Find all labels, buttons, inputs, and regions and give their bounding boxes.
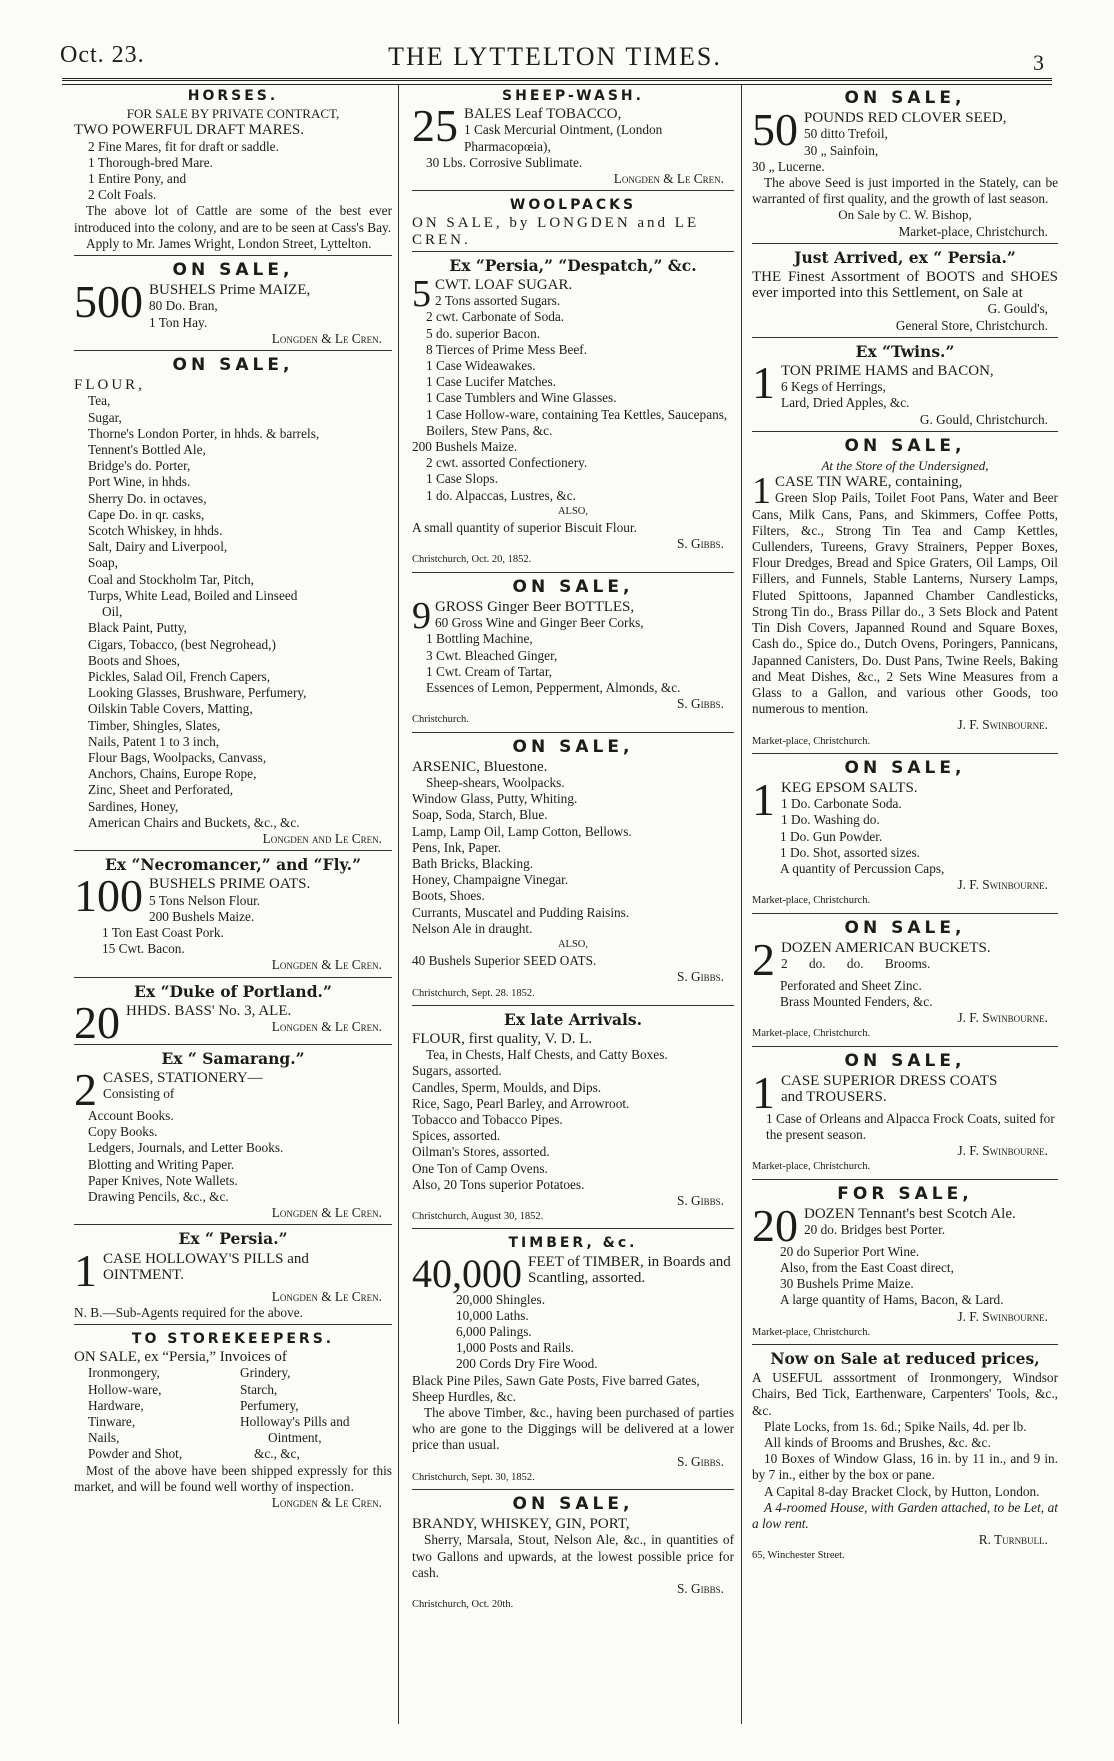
ad-heading: Ex “Necromancer,” and “Fly.” [105, 855, 361, 875]
ad-line: 1 Case Slops. [426, 471, 499, 487]
ad-heading: ON SALE, [844, 917, 966, 938]
ad-signature: J. F. Swinbourne. [957, 1143, 1048, 1159]
ad-large-number: 9 [412, 594, 431, 637]
list-item: Boots and Shoes, [88, 652, 180, 668]
ad-contact: Apply to Mr. James Wright, London Street, Lyttelton. [86, 235, 372, 251]
list-item: Oil, [102, 604, 123, 620]
ad-large-number: 1 [752, 357, 775, 409]
ad-signature: S. Gibbs. [677, 536, 724, 552]
ad-arsenic [412, 736, 734, 1006]
ad-line: 30 „ Lucerne. [752, 158, 825, 174]
ad-line: POUNDS RED CLOVER SEED, [804, 110, 1007, 127]
ad-hams [752, 341, 1058, 432]
ad-line: 20 do. Bridges best Porter. [804, 1221, 946, 1237]
ad-woolpacks [412, 197, 734, 252]
ad-line: BALES Leaf TOBACCO, [464, 106, 622, 123]
ad-signature: R. Turnbull. [978, 1532, 1048, 1548]
ad-body: The above Seed is just imported in the Stately, can be warranted of first quality, and the growth of last season. [752, 175, 1058, 207]
ad-large-number: 50 [752, 104, 798, 156]
ad-line: CWT. LOAF SUGAR. [435, 277, 573, 294]
masthead [60, 42, 1050, 76]
ad-timber [412, 1235, 734, 1490]
ad-heading: Now on Sale at reduced prices, [770, 1349, 1040, 1368]
list-item: Soap, [88, 555, 118, 571]
ad-heading: Ex “Twins.” [855, 341, 955, 361]
ad-line: 15 Cwt. Bacon. [102, 941, 185, 957]
ad-large-number: 500 [74, 276, 143, 328]
item-list [74, 393, 392, 830]
list-item: Ironmongery, [88, 1365, 160, 1381]
ad-line: 10 Boxes of Window Glass, 16 in. by 11 in., and 9 in. by 7 in., either by the box or pane. [752, 1451, 1058, 1483]
ad-line: Essences of Lemon, Pepperment, Almonds, &c. [426, 679, 681, 695]
ad-line: 2 Colt Foals. [88, 187, 157, 203]
ad-line: A Capital 8-day Bracket Clock, by Hutton, London. [764, 1483, 1040, 1499]
ad-first-line: ON SALE, ex “Persia,” Invoices of [74, 1349, 287, 1366]
ad-line: Blotting and Writing Paper. [88, 1156, 235, 1172]
list-item: Holloway's Pills and [240, 1414, 350, 1430]
ad-heading: TIMBER, &c. [508, 1235, 638, 1252]
list-item: Coal and Stockholm Tar, Pitch, [88, 571, 254, 587]
ad-clover [752, 90, 1058, 244]
ad-epsom [752, 757, 1058, 914]
ad-note: N. B.—Sub-Agents required for the above. [74, 1304, 303, 1320]
list-item: Anchors, Chains, Europe Rope, [88, 766, 257, 782]
ad-heading: ON SALE, [512, 736, 634, 757]
ad-oats [74, 857, 392, 977]
list-item: Hollow-ware, [88, 1381, 162, 1397]
ad-line: 30 Bushels Prime Maize. [780, 1276, 914, 1292]
ad-location: Market-place, Christchurch. [752, 1326, 871, 1338]
ad-line: 8 Tierces of Prime Mess Beef. [426, 341, 588, 357]
ad-line: One Ton of Camp Ovens. [412, 1160, 548, 1176]
ad-line: 80 Do. Bran, [149, 298, 218, 314]
ad-line: 20 do Superior Port Wine. [780, 1243, 920, 1259]
ad-heading: ON SALE, [844, 1050, 966, 1071]
ad-line: Account Books. [88, 1107, 174, 1123]
ad-bottles [412, 576, 734, 733]
ad-arrivals [412, 1009, 734, 1230]
ad-heading: ON SALE, [844, 757, 966, 778]
ad-large-number: 25 [412, 100, 458, 152]
ad-line: 1 Case of Orleans and Alpacca Frock Coats, suited for the present season. [766, 1110, 1055, 1142]
ad-line: 1 Case Lucifer Matches. [426, 374, 556, 390]
ad-coats [752, 1050, 1058, 1180]
ad-signature: S. Gibbs. [677, 1193, 724, 1208]
ad-first-line: A USEFUL asssortment of Ironmongery, Windsor Chairs, Bed Tick, Earthenware, Carpenters' Tools, &c., &c. [752, 1370, 1058, 1418]
ad-brandy [412, 1496, 734, 1616]
ad-line: Honey, Champaigne Vinegar. [412, 872, 569, 888]
ad-signature: Longden & Le Cren. [271, 957, 382, 973]
goods-columns [74, 1365, 392, 1462]
ad-line: CASES, STATIONERY— [103, 1069, 263, 1086]
ad-signature: Longden & Le Cren. [271, 1205, 382, 1221]
ad-line: 1 Entire Pony, and [88, 171, 187, 187]
list-item: Tinware, [88, 1414, 136, 1430]
ad-signature: S. Gibbs. [677, 1453, 724, 1469]
ad-line: 6,000 Palings. [456, 1324, 532, 1340]
ad-line: 5 Tons Nelson Flour. [149, 892, 261, 908]
ad-line: OINTMENT. [103, 1266, 184, 1283]
ad-line: 1 Ton Hay. [149, 314, 208, 330]
ad-line: 1 Case Hollow-ware, containing Tea Kettles, Saucepans, Boilers, Stew Pans, &c. [426, 406, 728, 438]
ad-line: Plate Locks, from 1s. 6d.; Spike Nails, 4d. per lb. [764, 1418, 1027, 1434]
ad-body: The above lot of Cattle are some of the best ever introduced into the colony, and are to be seen at Cass's Bay. [74, 203, 392, 235]
ad-stationery [74, 1048, 392, 1226]
ad-heading: Ex “Persia,” “Despatch,” &c. [449, 255, 697, 275]
ad-heading: HORSES. [187, 88, 279, 104]
ad-line: 1 Case Wideawakes. [426, 358, 536, 374]
ad-body: Sherry, Marsala, Stout, Nelson Ale, &c., in quantities of two Gallons and upwards, at the lowest possible price for cash. [412, 1532, 734, 1580]
ad-location: Christchurch, Oct. 20, 1852. [412, 554, 532, 566]
list-item: Turps, White Lead, Boiled and Linseed [88, 587, 298, 603]
ad-line: 50 ditto Trefoil, [804, 126, 888, 142]
column-divider [741, 84, 742, 1724]
ad-line: 2 Tons assorted Sugars. [435, 293, 561, 309]
ad-signature: G. Gould, Christchurch. [919, 411, 1048, 427]
ad-location: Market-place, Christchurch. [898, 223, 1048, 239]
column-3 [752, 86, 1058, 1574]
ad-line: BUSHELS Prime MAIZE, [149, 282, 311, 299]
ad-line: Also, 20 Tons superior Potatoes. [412, 1176, 585, 1192]
ad-first-line: FLOUR, first quality, V. D. L. [412, 1030, 593, 1047]
ad-line: Black Pine Piles, Sawn Gate Posts, Five barred Gates, Sheep Hurdles, &c. [412, 1372, 700, 1404]
issue-date: Oct. 23. [60, 42, 145, 68]
ad-body: Most of the above have been shipped expressly for this market, and will be found well worthy of inspection. [74, 1462, 392, 1494]
ad-line: Ledgers, Journals, and Letter Books. [88, 1140, 284, 1156]
ad-line: 1,000 Posts and Rails. [456, 1340, 574, 1356]
ad-tinware [752, 435, 1058, 754]
ad-line: 1 Bottling Machine, [426, 631, 533, 647]
list-item: Zinc, Sheet and Perforated, [88, 782, 234, 798]
ad-location: Christchurch, August 30, 1852. [412, 1211, 544, 1223]
ad-line: Spices, assorted. [412, 1128, 501, 1144]
ad-line: BUSHELS PRIME OATS. [149, 876, 311, 893]
ad-scotch-ale [752, 1183, 1058, 1345]
ad-location: General Store, Christchurch. [895, 317, 1048, 333]
list-item: Tea, [88, 393, 111, 409]
ad-large-number: 40,000 [412, 1250, 522, 1296]
list-item: Hardware, [88, 1397, 144, 1413]
ad-line: 10,000 Laths. [456, 1307, 529, 1323]
list-item: Pickles, Salad Oil, French Capers, [88, 668, 271, 684]
ad-line: 2 do. do. Brooms. [781, 955, 931, 971]
list-item: Flour Bags, Woolpacks, Canvass, [88, 749, 267, 765]
ad-line: 200 Bushels Maize. [149, 908, 255, 924]
ad-line: KEG EPSOM SALTS. [781, 779, 918, 796]
ad-signature: S. Gibbs. [677, 1581, 724, 1597]
ad-line: All kinds of Brooms and Brushes, &c. &c. [764, 1435, 991, 1451]
ad-line: 20,000 Shingles. [456, 1291, 546, 1307]
ad-maize [74, 262, 392, 351]
ad-heading: Ex “ Samarang.” [161, 1048, 305, 1068]
list-item: Nails, [88, 1430, 120, 1446]
ad-signature: Longden & Le Cren. [271, 1495, 382, 1511]
ad-line: Candles, Sperm, Moulds, and Dips. [412, 1079, 602, 1095]
ad-large-number: 20 [752, 1199, 798, 1251]
list-item: Timber, Shingles, Slates, [88, 717, 221, 733]
list-item: Sugar, [88, 409, 122, 425]
list-item: Starch, [240, 1381, 278, 1397]
ad-first-line: TWO POWERFUL DRAFT MARES. [74, 122, 305, 139]
ad-seller: On Sale by C. W. Bishop, [838, 207, 972, 223]
ad-line: Currants, Muscatel and Pudding Raisins. [412, 904, 630, 920]
ad-location: Market-place, Christchurch. [752, 1028, 871, 1040]
ad-also: ALSO, [557, 938, 589, 950]
ad-line: HHDS. BASS' No. 3, ALE. [126, 1002, 292, 1019]
list-item: Tennent's Bottled Ale, [88, 442, 206, 458]
ad-line: DOZEN AMERICAN BUCKETS. [781, 939, 991, 956]
ad-location: 65, Winchester Street. [752, 1550, 845, 1562]
page-number: 3 [1033, 50, 1044, 75]
ad-line: 30 „ Sainfoin, [804, 142, 879, 158]
ad-first-line: FLOUR, [74, 377, 145, 394]
ad-line: Also, from the East Coast direct, [780, 1259, 954, 1275]
column-divider [398, 84, 399, 1724]
masthead-rule [62, 78, 1052, 85]
ad-line: Drawing Pencils, &c., &c. [88, 1188, 229, 1204]
ad-large-number: 5 [412, 273, 431, 316]
list-item: Grindery, [240, 1365, 291, 1381]
ad-body: ON SALE, by LONGDEN and LE CREN. [412, 215, 700, 248]
ad-heading: WOOLPACKS [509, 197, 637, 214]
ad-horses [74, 88, 392, 256]
ad-large-number: 1 [74, 1244, 97, 1296]
ad-line: DOZEN Tennant's best Scotch Ale. [804, 1205, 1016, 1222]
newspaper-title: THE LYTTELTON TIMES. [388, 42, 722, 71]
ad-line: 1 Cwt. Cream of Tartar, [426, 663, 553, 679]
ad-line: Bath Bricks, Blacking. [412, 855, 534, 871]
list-item: Cape Do. in qr. casks, [88, 506, 205, 522]
ad-line: Nelson Ale in draught. [412, 920, 533, 936]
list-item: Scotch Whiskey, in hhds. [88, 523, 223, 539]
list-item: Sardines, Honey, [88, 798, 179, 814]
ad-line: Lard, Dried Apples, &c. [781, 395, 910, 411]
ad-line: 200 Bushels Maize. [412, 439, 518, 455]
ad-line: GROSS Ginger Beer BOTTLES, [435, 598, 635, 615]
list-item: Perfumery, [240, 1397, 299, 1413]
ad-signature: J. F. Swinbourne. [957, 877, 1048, 893]
ad-line: and TROUSERS. [781, 1088, 887, 1105]
ad-line: 200 Cords Dry Fire Wood. [456, 1356, 598, 1372]
ad-boots [752, 247, 1058, 338]
ad-body: The above Timber, &c., having been purchased of parties who are gone to the Diggings will be delivered at a lower price than usual. [412, 1405, 734, 1453]
ad-line: Perforated and Sheet Zinc. [780, 977, 922, 993]
ad-line: 1 Cask Mercurial Ointment, (London [464, 122, 663, 138]
ad-line: Oilman's Stores, assorted. [412, 1144, 550, 1160]
ad-line: 1 Do. Washing do. [781, 812, 880, 828]
list-item: Thorne's London Porter, in hhds. & barrels, [88, 425, 320, 441]
ad-heading: FOR SALE, [837, 1183, 973, 1204]
list-item: Oilskin Table Covers, Matting, [88, 701, 253, 717]
ad-line: 40 Bushels Superior SEED OATS. [412, 953, 597, 969]
ad-holloway [74, 1231, 392, 1325]
ad-location: Christchurch, Oct. 20th. [412, 1599, 514, 1611]
ad-first-line: CASE TIN WARE, containing, [775, 474, 963, 491]
ad-line: 1 do. Alpaccas, Lustres, &c. [426, 487, 576, 503]
ad-line: Copy Books. [88, 1124, 158, 1140]
ad-large-number: 100 [74, 870, 143, 922]
ad-line: 2 cwt. assorted Confectionery. [426, 455, 588, 471]
ad-heading: Just Arrived, ex “ Persia.” [794, 247, 1016, 267]
list-item: Ointment, [268, 1430, 322, 1446]
ad-first-line: ARSENIC, Bluestone. [412, 758, 548, 775]
ad-heading: ON SALE, [172, 260, 294, 281]
ad-line: Brass Mounted Fenders, &c. [780, 993, 933, 1009]
ad-location: Christchurch, Sept. 30, 1852. [412, 1471, 535, 1483]
ad-subheading: At the Store of the Undersigned, [821, 458, 989, 474]
ad-large-number: 2 [74, 1063, 97, 1115]
ad-line: Lamp, Lamp Oil, Lamp Cotton, Bellows. [412, 823, 632, 839]
ad-large-number: 1 [752, 773, 775, 825]
ad-line: 2 Fine Mares, fit for draft or saddle. [88, 138, 279, 154]
list-item: Sherry Do. in octaves, [88, 490, 207, 506]
ad-location: Market-place, Christchurch. [752, 735, 871, 747]
column-2 [412, 86, 734, 1622]
ad-line: CASE HOLLOWAY'S PILLS and [103, 1250, 309, 1267]
ad-line: 30 Lbs. Corrosive Sublimate. [426, 154, 583, 170]
ad-sugar [412, 255, 734, 573]
ad-signature: S. Gibbs. [677, 696, 724, 712]
ad-large-number: 2 [752, 933, 775, 985]
ad-large-number: 1 [752, 1066, 775, 1118]
ad-signature: Longden & Le Cren. [271, 1288, 382, 1304]
ad-buckets [752, 917, 1058, 1047]
ad-ale [74, 981, 392, 1048]
ad-signature: G. Gould's, [987, 301, 1048, 317]
ad-signature: J. F. Swinbourne. [957, 1010, 1048, 1026]
ad-signature: Longden & Le Cren. [271, 330, 382, 346]
ad-line: 1 Thorough-bred Mare. [88, 154, 213, 170]
ad-line: 6 Kegs of Herrings, [781, 379, 886, 395]
ad-line: Consisting of [103, 1086, 175, 1102]
ad-line: 60 Gross Wine and Ginger Beer Corks, [435, 615, 644, 631]
ad-line: 1 Ton East Coast Pork. [102, 924, 224, 940]
ad-first-line: BRANDY, WHISKEY, GIN, PORT, [412, 1516, 630, 1533]
list-item: Powder and Shot, [88, 1446, 183, 1462]
ad-signature: Longden and Le Cren. [262, 830, 382, 846]
ad-line: Paper Knives, Note Wallets. [88, 1172, 238, 1188]
ad-line: Rice, Sago, Pearl Barley, and Arrowroot. [412, 1095, 630, 1111]
ad-heading: ON SALE, [844, 435, 966, 456]
ad-line: 1 Do. Carbonate Soda. [781, 796, 902, 812]
ad-heading: ON SALE, [844, 88, 966, 108]
ad-line: A small quantity of superior Biscuit Flour. [412, 520, 637, 536]
ad-line: TON PRIME HAMS and BACON, [781, 363, 994, 380]
ad-line: Sugars, assorted. [412, 1063, 502, 1079]
ad-line: 1 Do. Gun Powder. [780, 828, 883, 844]
ad-heading: ON SALE, [172, 355, 294, 376]
ad-line: Window Glass, Putty, Whiting. [412, 791, 578, 807]
ad-signature: S. Gibbs. [677, 969, 724, 985]
ad-line: Soap, Soda, Starch, Blue. [412, 807, 548, 823]
ad-location: Market-place, Christchurch. [752, 1161, 871, 1173]
ad-signature: Longden & Le Cren. [271, 1018, 382, 1034]
ad-line: Sheep-shears, Woolpacks. [426, 774, 565, 790]
list-item: Looking Glasses, Brushware, Perfumery, [88, 685, 307, 701]
ad-line: Pens, Ink, Paper. [412, 839, 502, 855]
ad-location: Market-place, Christchurch. [752, 895, 871, 907]
ad-line: 5 do. superior Bacon. [426, 325, 541, 341]
list-item: Cigars, Tobacco, (best Negrohead,) [88, 636, 276, 652]
ad-ironmongery [752, 1351, 1058, 1568]
ad-heading: ON SALE, [512, 1494, 634, 1515]
ad-line: Pharmacopœia), [464, 138, 551, 154]
ad-large-number: 20 [74, 996, 120, 1048]
list-item: Black Paint, Putty, [88, 620, 187, 636]
list-item: Nails, Patent 1 to 3 inch, [88, 733, 220, 749]
ad-signature: J. F. Swinbourne. [957, 1308, 1048, 1324]
ad-line: Tobacco and Tobacco Pipes. [412, 1111, 563, 1127]
list-item: Salt, Dairy and Liverpool, [88, 539, 228, 555]
ad-heading: Ex late Arrivals. [503, 1009, 643, 1029]
list-item: American Chairs and Buckets, &c., &c. [88, 814, 300, 830]
ad-heading: TO STOREKEEPERS. [131, 1331, 335, 1347]
ad-line: A quantity of Percussion Caps, [780, 860, 945, 876]
ad-heading: Ex “Duke of Portland.” [134, 981, 332, 1001]
ad-heading: Ex “ Persia.” [178, 1229, 288, 1249]
ad-line: A large quantity of Hams, Bacon, & Lard. [780, 1292, 1004, 1308]
ad-house-notice: A 4-roomed House, with Garden attached, to be Let, at a low rent. [752, 1499, 1058, 1532]
list-item: Port Wine, in hhds. [88, 474, 191, 490]
list-item: &c., &c, [254, 1446, 300, 1462]
ad-signature: J. F. Swinbourne. [957, 717, 1048, 733]
ad-location: Christchurch. [412, 714, 469, 726]
ad-line: 1 Case Tumblers and Wine Glasses. [426, 390, 617, 406]
ad-body: Green Slop Pails, Toilet Foot Pans, Water and Beer Cans, Milk Cans, Pans, and Skimmers, Coffee Potts, Filters, &c., Strong Tin Tea and Camp Kettles, Cullenders, Tureens, Gravy Strainers, Pepper Boxes, Flour Dredges, Bread and Spice Graters, Oil Lamps, Oil Fillers, and Funnels, Stable Lanterns, Nursery Lamps, Fluted Spittoons, Japanned Chamber Candlesticks, Strong Tin do., Brass Pillar do., 3 Sets Block and Patent Tin Dish Covers, Japanned Round and Square Boxes, Cash do., Spice do., Dutch Ovens, Poringers, Pannicans, Japanned Canisters, Do. Dust Pans, Twine Reels, Baking and Meat Dishes, &c., 2 Sets Wine Measures from a Glass to a Gallon, and various other Goods, too numerous to mention. [752, 490, 1058, 717]
ad-storekeepers [74, 1331, 392, 1514]
list-item: Bridge's do. Porter, [88, 458, 191, 474]
column-1 [74, 86, 392, 1520]
ad-signature: Longden & Le Cren. [613, 171, 724, 187]
ad-large-number: 1 [752, 470, 771, 513]
ad-line: 2 cwt. Carbonate of Soda. [426, 309, 565, 325]
ad-line: CASE SUPERIOR DRESS COATS [781, 1072, 998, 1089]
ad-line: 1 Do. Shot, assorted sizes. [780, 844, 920, 860]
ad-flour [74, 357, 392, 851]
ad-heading: SHEEP-WASH. [502, 88, 644, 104]
ad-subheading: FOR SALE BY PRIVATE CONTRACT, [126, 106, 340, 122]
ad-heading: ON SALE, [512, 576, 634, 597]
ad-line: Tea, in Chests, Half Chests, and Catty Boxes. [426, 1047, 668, 1063]
ad-line: 3 Cwt. Bleached Ginger, [426, 647, 558, 663]
ad-also: ALSO, [557, 505, 589, 517]
ad-line: FEET of TIMBER, in Boards and Scantling, assorted. [528, 1253, 731, 1286]
ad-body: THE Finest Assortment of BOOTS and SHOES ever imported into this Settlement, on Sale at [752, 269, 1058, 302]
ad-line: Boots, Shoes. [412, 888, 485, 904]
ad-tobacco [412, 88, 734, 191]
ad-location: Christchurch, Sept. 28. 1852. [412, 987, 535, 999]
